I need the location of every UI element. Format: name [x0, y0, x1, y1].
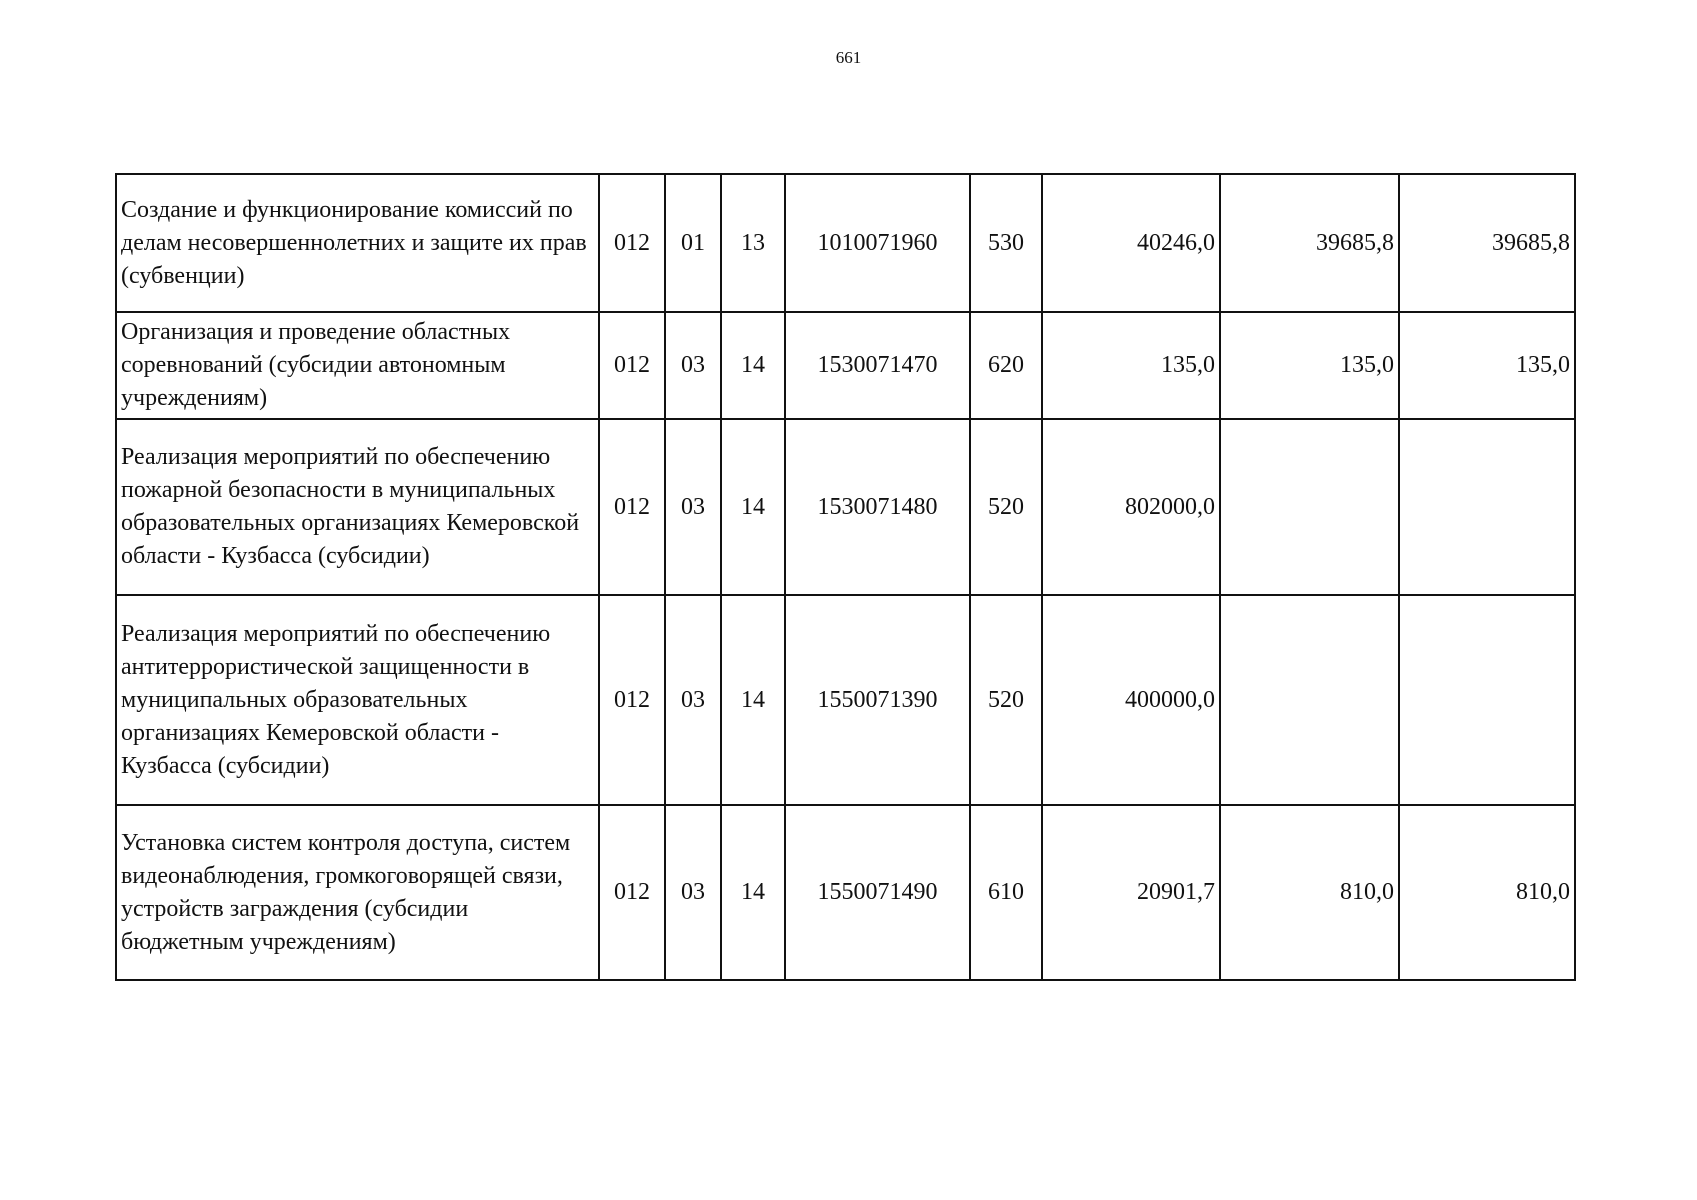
row-description: Реализация мероприятий по обеспечению пожарной безопасности в муниципальных образовательных организациях Кемеровской области - Кузбасса (субсидии) — [116, 419, 599, 595]
amount-2 — [1220, 419, 1399, 595]
ministry-code: 012 — [599, 419, 665, 595]
budget-table — [115, 173, 1576, 981]
table-row — [116, 595, 1575, 805]
table-row — [116, 419, 1575, 595]
amount-3 — [1399, 595, 1575, 805]
amount-1: 20901,7 — [1042, 805, 1220, 980]
subsection-code: 14 — [721, 595, 785, 805]
row-description: Организация и проведение областных соревнований (субсидии автономным учреждениям) — [116, 312, 599, 419]
table-row — [116, 312, 1575, 419]
section-code: 03 — [665, 805, 721, 980]
expense-type-code: 610 — [970, 805, 1042, 980]
target-article-code: 1550071390 — [785, 595, 970, 805]
expense-type-code: 520 — [970, 419, 1042, 595]
target-article-code: 1010071960 — [785, 174, 970, 312]
expense-type-code: 530 — [970, 174, 1042, 312]
amount-1: 40246,0 — [1042, 174, 1220, 312]
row-description: Реализация мероприятий по обеспечению антитеррористической защищенности в муниципальных образовательных организациях Кемеровской области - Кузбасса (субсидии) — [116, 595, 599, 805]
section-code: 01 — [665, 174, 721, 312]
amount-2: 39685,8 — [1220, 174, 1399, 312]
section-code: 03 — [665, 312, 721, 419]
table-row — [116, 805, 1575, 980]
ministry-code: 012 — [599, 805, 665, 980]
expense-type-code: 520 — [970, 595, 1042, 805]
ministry-code: 012 — [599, 174, 665, 312]
row-description: Установка систем контроля доступа, систем видеонаблюдения, громкоговорящей связи, устройств заграждения (субсидии бюджетным учреждениям) — [116, 805, 599, 980]
ministry-code: 012 — [599, 312, 665, 419]
amount-3 — [1399, 419, 1575, 595]
subsection-code: 13 — [721, 174, 785, 312]
amount-2: 135,0 — [1220, 312, 1399, 419]
amount-1: 400000,0 — [1042, 595, 1220, 805]
expense-type-code: 620 — [970, 312, 1042, 419]
page-number: 661 — [835, 48, 862, 67]
ministry-code: 012 — [599, 595, 665, 805]
target-article-code: 1530071480 — [785, 419, 970, 595]
row-description: Создание и функционирование комиссий по делам несовершеннолетних и защите их прав (субвенции) — [116, 174, 599, 312]
subsection-code: 14 — [721, 805, 785, 980]
subsection-code: 14 — [721, 312, 785, 419]
table-row — [116, 174, 1575, 312]
amount-1: 135,0 — [1042, 312, 1220, 419]
amount-3: 135,0 — [1399, 312, 1575, 419]
target-article-code: 1530071470 — [785, 312, 970, 419]
section-code: 03 — [665, 419, 721, 595]
amount-2 — [1220, 595, 1399, 805]
amount-1: 802000,0 — [1042, 419, 1220, 595]
section-code: 03 — [665, 595, 721, 805]
amount-3: 810,0 — [1399, 805, 1575, 980]
subsection-code: 14 — [721, 419, 785, 595]
amount-2: 810,0 — [1220, 805, 1399, 980]
amount-3: 39685,8 — [1399, 174, 1575, 312]
target-article-code: 1550071490 — [785, 805, 970, 980]
